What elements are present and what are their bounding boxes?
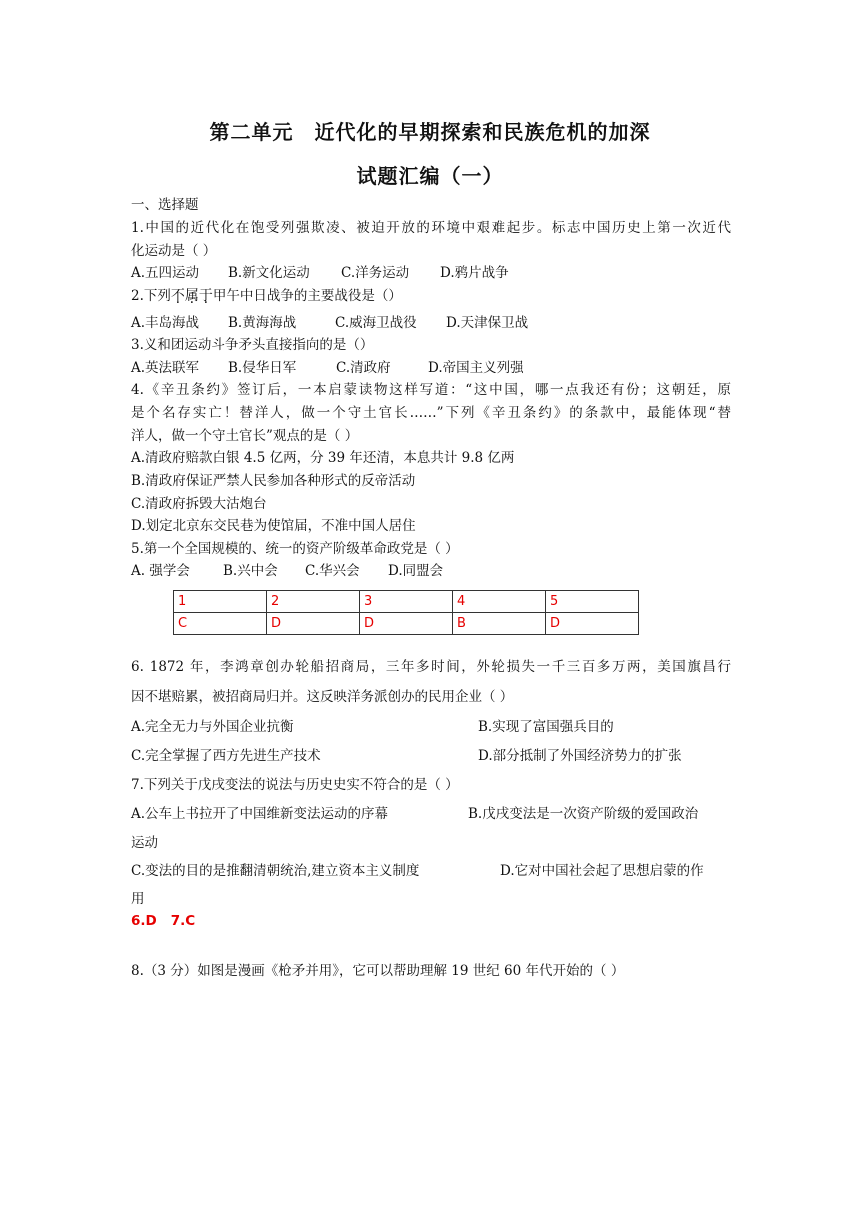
question-7-option-b: B.戊戌变法是一次资产阶级的爱国政治: [468, 806, 699, 822]
question-4-stem-cont: 是个名存实亡！替洋人，做一个守土官长……”下列《辛丑条约》的条款中，最能体现“替: [131, 405, 731, 421]
table-cell: 5: [546, 591, 639, 613]
option: A.丰岛海战: [131, 315, 200, 331]
answers-6-7: [131, 913, 209, 929]
document-title: 第二单元 近代化的早期探索和民族危机的加深: [209, 120, 651, 144]
option: D.鸦片战争: [440, 265, 509, 281]
option: D.帝国主义列强: [428, 360, 524, 376]
question-6-option-b: B.实现了富国强兵目的: [478, 719, 614, 735]
table-cell: 1: [174, 591, 267, 613]
section-heading: 一、选择题: [131, 197, 199, 213]
answer-text: 6.D: [131, 913, 157, 929]
option: C.华兴会: [305, 563, 360, 579]
question-4-option-b: B.清政府保证严禁人民参加各种形式的反帝活动: [131, 473, 416, 489]
question-6-option-d: D.部分抵制了外国经济势力的扩张: [478, 748, 682, 764]
table-cell: 4: [453, 591, 546, 613]
option: A.五四运动: [131, 265, 200, 281]
question-6-stem: 6. 1872 年，李鸿章创办轮船招商局，三年多时间，外轮损失一千三百多万两，美国旗昌行: [131, 659, 731, 675]
question-3-stem: 3.义和团运动斗争矛头直接指向的是（）: [131, 337, 374, 353]
option: C.威海卫战役: [335, 315, 417, 331]
question-4-option-d: D.划定北京东交民巷为使馆届，不准中国人居住: [131, 518, 416, 534]
option: B.新文化运动: [228, 265, 310, 281]
question-7-stem: 7.下列关于戊戌变法的说法与历史史实不符合的是（ ）: [131, 777, 459, 793]
question-7-option-d-cont: 用: [131, 891, 145, 907]
option: A.英法联军: [131, 360, 200, 376]
question-4-stem-cont: 洋人，做一个守土官长”观点的是（ ）: [131, 428, 359, 444]
question-5-options: [131, 562, 443, 580]
table-cell: B: [453, 613, 546, 635]
question-3-options: [131, 359, 524, 377]
answer-text: 7.C: [170, 913, 196, 929]
option: D.同盟会: [388, 563, 444, 579]
question-1-options: [131, 264, 509, 282]
question-6-option-c: C.完全掌握了西方先进生产技术: [131, 748, 321, 764]
table-row: [174, 613, 639, 635]
emphasis-char: 于: [198, 288, 213, 304]
answer-table: [173, 590, 639, 635]
question-8-stem: 8.（3 分）如图是漫画《枪矛并用》，它可以帮助理解 19 世纪 60 年代开始的（ ）: [131, 963, 625, 979]
question-6-stem-cont: 因不堪赔累，被招商局归并。这反映洋务派创办的民用企业（ ）: [131, 689, 514, 705]
emphasis-char: 不: [170, 288, 185, 304]
question-7-option-a: A.公车上书拉开了中国维新变法运动的序幕: [131, 806, 389, 822]
question-4-option-c: C.清政府拆毁大沽炮台: [131, 496, 267, 512]
table-cell: C: [174, 613, 267, 635]
question-5-stem: 5.第一个全国规模的、统一的资产阶级革命政党是（ ）: [131, 541, 459, 557]
question-7-option-d: D.它对中国社会起了思想启蒙的作: [500, 863, 704, 879]
option: B.黄海海战: [228, 315, 297, 331]
question-7-option-b-cont: 运动: [131, 835, 158, 851]
option: C.清政府: [336, 360, 391, 376]
table-cell: 2: [267, 591, 360, 613]
option: D.天津保卫战: [446, 315, 529, 331]
question-7-option-c: C.变法的目的是推翻清朝统治,建立资本主义制度: [131, 863, 420, 879]
option: B.兴中会: [223, 563, 278, 579]
question-2-stem: 2.下列不属于甲午中日战争的主要战役是（）: [131, 288, 402, 304]
document-subtitle: 试题汇编（一）: [356, 164, 504, 188]
question-4-stem: 4.《辛丑条约》签订后，一本启蒙读物这样写道：“这中国，哪一点我还有份；这朝廷，原: [131, 382, 731, 398]
question-6-option-a: A.完全无力与外国企业抗衡: [131, 719, 294, 735]
table-cell: 3: [360, 591, 453, 613]
table-cell: D: [360, 613, 453, 635]
option: A. 强学会: [131, 563, 190, 579]
table-row: [174, 591, 639, 613]
question-2-options: [131, 314, 528, 332]
emphasis-char: 属: [184, 288, 199, 304]
question-1-stem: 1.中国的近代化在饱受列强欺凌、被迫开放的环境中艰难起步。标志中国历史上第一次近代: [131, 220, 731, 236]
question-4-option-a: A.清政府赔款白银 4.5 亿两，分 39 年还清，本息共计 9.8 亿两: [131, 450, 515, 466]
option: C.洋务运动: [341, 265, 410, 281]
option: B.侵华日军: [228, 360, 297, 376]
table-cell: D: [546, 613, 639, 635]
question-1-stem-cont: 化运动是（ ）: [131, 243, 217, 259]
table-cell: D: [267, 613, 360, 635]
